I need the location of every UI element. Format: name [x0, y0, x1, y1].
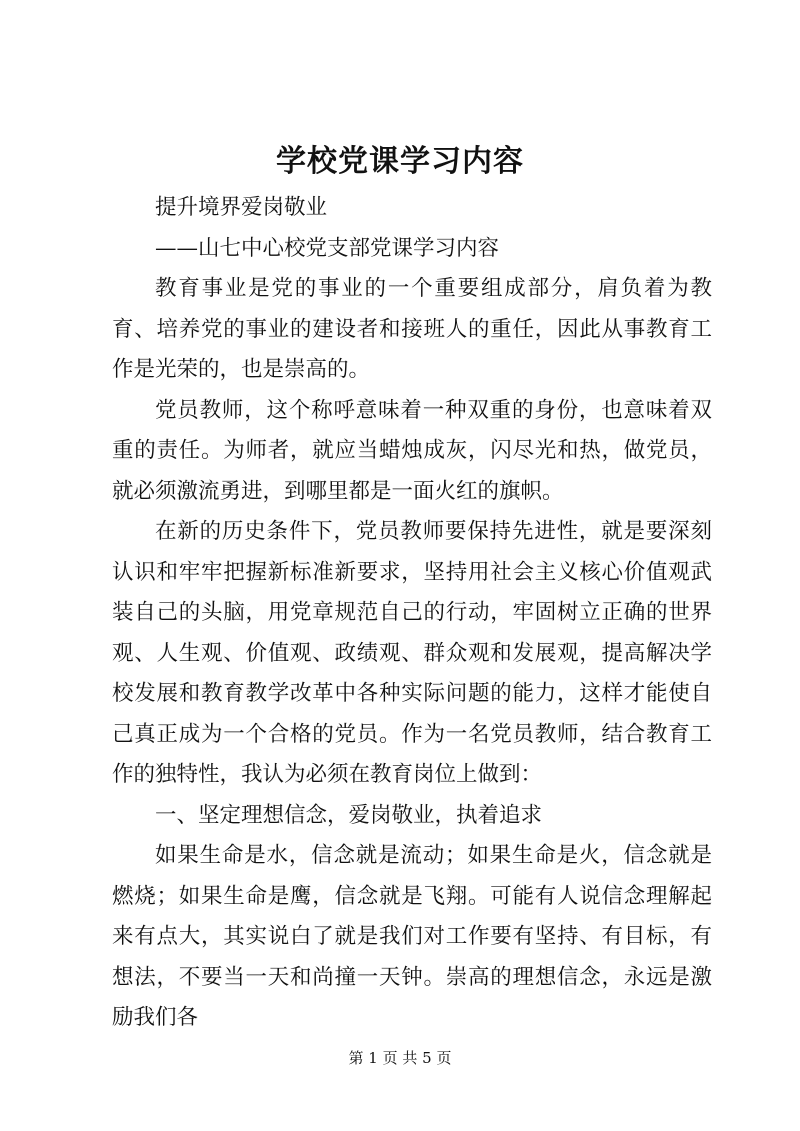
section-heading: 一、坚定理想信念，爱岗敬业，执着追求 [155, 802, 543, 828]
body-paragraph: 教育事业是党的事业的一个重要组成部分，肩负着为教育、培养党的事业的建设者和接班人的重任，因此从事教育工作是光荣的，也是崇高的。 [112, 276, 712, 382]
subtitle-paragraph: 提升境界爱岗敬业 [155, 195, 328, 220]
page-footer: 第 1 页 共 5 页 [348, 1049, 452, 1067]
document-title: 学校党课学习内容 [276, 144, 524, 179]
subtitle-source-paragraph: ——山七中心校党支部党课学习内容 [155, 235, 500, 261]
body-paragraph: 在新的历史条件下，党员教师要保持先进性，就是要深刻认识和牢牢把握新标准新要求，坚持用社会主义核心价值观武装自己的头脑，用党章规范自己的行动，牢固树立正确的世界观、人生观、价值观、政绩观、群众观和发展观，提高解决学校发展和教育教学改革中各种实际问题的能力，这样才能使自己真正成为一个合格的党员。作为一名党员教师，结合教育工作的独特性，我认为必须在教育岗位上做到： [112, 519, 712, 787]
body-paragraph: 党员教师，这个称呼意味着一种双重的身份，也意味着双重的责任。为师者，就应当蜡烛成灰，闪尽光和热，做党员，就必须激流勇进，到哪里都是一面火红的旗帜。 [112, 397, 712, 504]
document-body [112, 188, 712, 1039]
body-paragraph: 如果生命是水，信念就是流动；如果生命是火，信念就是燃烧；如果生命是鹰，信念就是飞翔。可能有人说信念理解起来有点大，其实说白了就是我们对工作要有坚持、有目标，有想法，不要当一天和尚撞一天钟。崇高的理想信念，永远是激励我们各 [112, 843, 712, 1030]
